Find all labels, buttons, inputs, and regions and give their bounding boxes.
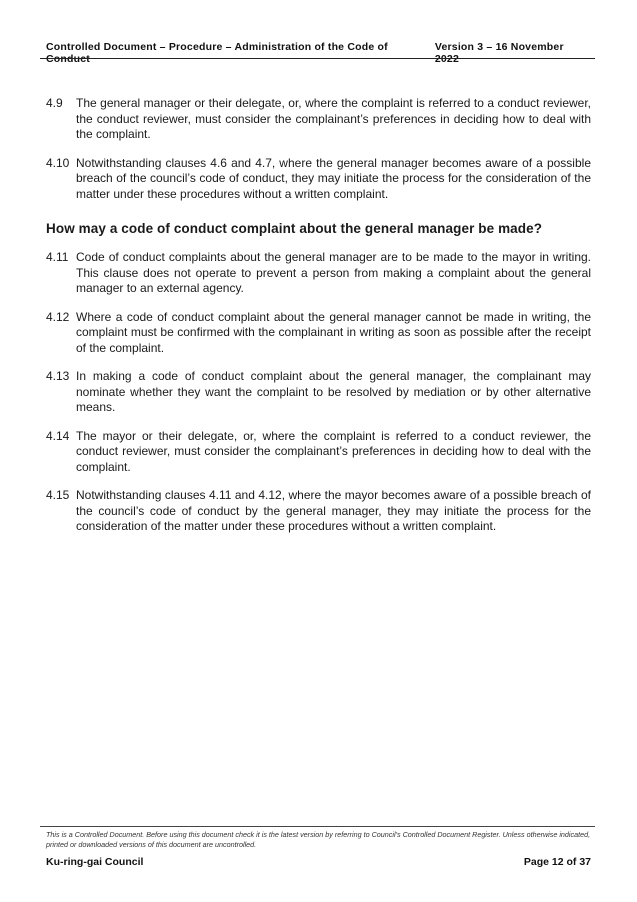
clause-text: Notwithstanding clauses 4.11 and 4.12, where the mayor becomes aware of a possible breach of the council’s code of conduct by the general manager, they may initiate the process for the consideration of the matter under these procedures without a written complaint. bbox=[76, 488, 591, 533]
clause-number: 4.14 bbox=[46, 428, 70, 443]
clause-text: Code of conduct complaints about the general manager are to be made to the mayor in writing. This clause does not operate to prevent a person from making a complaint about the general manager to an external agency. bbox=[76, 250, 591, 295]
page-header bbox=[46, 41, 591, 65]
document-body bbox=[46, 96, 591, 548]
document-version: Version 3 – 16 November 2022 bbox=[434, 41, 564, 65]
clause-text: Notwithstanding clauses 4.6 and 4.7, where the general manager becomes aware of a possible breach of the council’s code of conduct, they may initiate the process for the consideration of the matter under these procedures without a written complaint. bbox=[76, 155, 591, 201]
clause-number: 4.13 bbox=[46, 369, 70, 383]
clause-item bbox=[46, 250, 591, 297]
clause-number: 4.10 bbox=[46, 155, 70, 170]
footer-divider bbox=[40, 826, 595, 827]
clause-text: The mayor or their delegate, or, where the complaint is referred to a conduct reviewer, the conduct reviewer, must consider the complainant’s preferences in deciding how to deal with the complaint. bbox=[76, 428, 591, 474]
clause-item bbox=[46, 156, 591, 203]
clause-item bbox=[46, 369, 591, 416]
clause-item bbox=[46, 429, 591, 476]
clause-item bbox=[46, 96, 591, 143]
organisation-name: Ku-ring-gai Council bbox=[46, 856, 144, 868]
section-heading: How may a code of conduct complaint about the general manager be made? bbox=[46, 221, 543, 236]
clause-text: In making a code of conduct complaint about the general manager, the complainant may nominate whether they want the complaint to be resolved by mediation or by other alternative means. bbox=[76, 369, 591, 414]
page-number: Page 12 of 37 bbox=[523, 856, 591, 868]
page-footer bbox=[46, 856, 591, 868]
clause-item bbox=[46, 310, 591, 357]
clause-number: 4.12 bbox=[46, 309, 70, 324]
controlled-document-notice: This is a Controlled Document. Before using this document check it is the latest version by referring to Council’s Controlled Document Register. Unless otherwise indicated, printed or downloaded versions of this document are uncontrolled. bbox=[46, 830, 591, 849]
clause-number: 4.9 bbox=[46, 96, 63, 110]
document-title: Controlled Document – Procedure – Administration of the Code of Conduct bbox=[46, 41, 388, 65]
clause-number: 4.15 bbox=[46, 488, 70, 502]
clause-text: The general manager or their delegate, or, where the complaint is referred to a conduct reviewer, the conduct reviewer, must consider the complainant’s preferences in deciding how to deal with the complaint. bbox=[76, 96, 591, 141]
clause-number: 4.11 bbox=[46, 250, 69, 264]
clause-text: Where a code of conduct complaint about the general manager cannot be made in writing, the complaint must be confirmed with the complainant in writing as soon as possible after the receipt of the complaint. bbox=[76, 309, 591, 355]
clause-item bbox=[46, 488, 591, 535]
header-divider bbox=[40, 58, 595, 59]
